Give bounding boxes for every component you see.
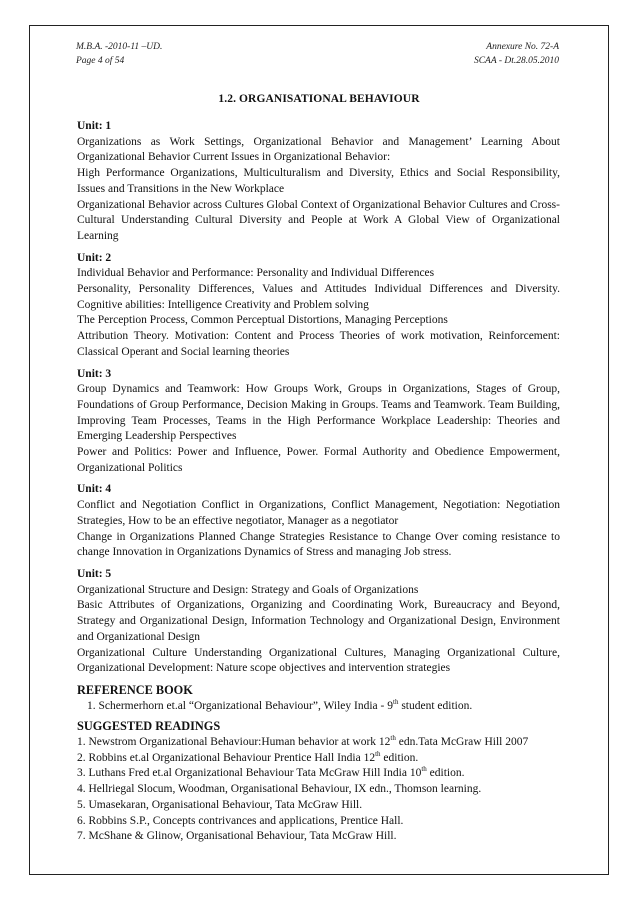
suggested-readings-heading: SUGGESTED READINGS: [77, 719, 221, 734]
reading-text: 1. Newstrom Organizational Behaviour:Human behavior at work 12: [77, 736, 391, 749]
unit-1: [77, 119, 560, 245]
reading-item: [77, 798, 560, 814]
unit-2: [77, 251, 560, 361]
unit-paragraph: Power and Politics: Power and Influence, Power. Formal Authority and Obedience Empowerment, Organizational Politics: [77, 446, 560, 474]
unit-paragraph: High Performance Organizations, Multiculturalism and Diversity, Ethics and Social Responsibility, Issues and Transitions in the New Workplace: [77, 167, 560, 195]
course-code: M.B.A. -2010-11 –UD.: [76, 42, 163, 52]
unit-3: [77, 367, 560, 477]
unit-heading: Unit: 4: [77, 483, 112, 496]
suggested-readings-list: [77, 735, 560, 845]
unit-paragraph: Conflict and Negotiation Conflict in Organizations, Conflict Management, Negotiation: Negotiation Strategies, How to be an effective negotiator, Manager as a negotiator: [77, 499, 560, 527]
reading-item: [77, 814, 560, 830]
unit-4: [77, 482, 560, 561]
document-date: SCAA - Dt.28.05.2010: [473, 56, 559, 66]
unit-heading: Unit: 1: [77, 120, 112, 132]
reading-text-end: edn.Tata McGraw Hill 2007: [395, 736, 529, 749]
reading-text: 5. Umasekaran, Organisational Behaviour, Tata McGraw Hill.: [77, 798, 363, 811]
reading-text: 2. Robbins et.al Organizational Behaviour Prentice Hall India 12: [77, 751, 376, 764]
reading-text-end: edition.: [380, 751, 419, 764]
reference-book-heading: REFERENCE BOOK: [77, 682, 193, 697]
unit-heading: Unit: 3: [77, 367, 112, 380]
reading-text: 3. Luthans Fred et.al Organizational Behaviour Tata McGraw Hill India 10: [77, 767, 422, 780]
reading-superscript: th: [375, 749, 381, 758]
reading-superscript: th: [390, 734, 396, 743]
unit-heading: Unit: 5: [77, 567, 112, 580]
unit-paragraph: Organizational Behavior across Cultures Global Context of Organizational Behavior Cultures and Cross-Cultural Understanding Cultural Diversity and People at Work A Global View of Organizational Learning: [77, 198, 560, 242]
reading-text: 6. Robbins S.P., Concepts contrivances and applications, Prentice Hall.: [77, 814, 404, 827]
reading-superscript: th: [421, 765, 427, 774]
syllabus-body: [77, 119, 560, 845]
unit-5: [77, 567, 560, 677]
reference-book-item: [77, 699, 560, 715]
reading-text: 4. Hellriegal Slocum, Woodman, Organisational Behaviour, IX edn., Thomson learning.: [77, 783, 482, 796]
reading-item: [77, 766, 560, 782]
header-left: [76, 40, 162, 68]
unit-paragraph: The Perception Process, Common Perceptual Distortions, Managing Perceptions: [77, 314, 448, 327]
reading-text: 7. McShane & Glinow, Organisational Behaviour, Tata McGraw Hill.: [77, 830, 397, 843]
unit-paragraph: Organizations as Work Settings, Organizational Behavior and Management’ Learning About Organizational Behavior Current Issues in Organizational Behavior:: [77, 135, 560, 164]
unit-heading: Unit: 2: [77, 251, 112, 264]
unit-paragraph: Organizational Structure and Design: Strategy and Goals of Organizations: [77, 583, 419, 596]
reading-item: [77, 735, 560, 751]
page-number: Page 4 of 54: [76, 56, 125, 66]
unit-paragraph: Individual Behavior and Performance: Personality and Individual Differences: [77, 267, 435, 280]
reading-item: [77, 782, 560, 798]
unit-paragraph: Personality, Personality Differences, Values and Attitudes Individual Differences and Diversity. Cognitive abilities: Intelligence Creativity and Problem solving: [77, 283, 560, 311]
reference-text-end: student edition.: [398, 699, 473, 712]
unit-paragraph: Change in Organizations Planned Change Strategies Resistance to Change Over coming resistance to change Innovation in Organizations Dynamics of Stress and managing Job stress.: [77, 530, 560, 559]
unit-paragraph: Basic Attributes of Organizations, Organizing and Coordinating Work, Bureaucracy and Beyond, Strategy and Organizational Design, Information Technology and Organizational Design, Environment and Organizational Design: [77, 599, 560, 643]
unit-paragraph: Organizational Culture Understanding Organizational Cultures, Managing Organizational Culture, Organizational Development: Nature scope objectives and intervention strategies: [77, 646, 560, 675]
reading-text-end: edition.: [426, 767, 465, 780]
page-title: 1.2. ORGANISATIONAL BEHAVIOUR: [218, 93, 420, 105]
header-right: [474, 40, 559, 68]
reading-item: [77, 751, 560, 767]
reading-item: [77, 829, 560, 845]
annexure-number: Annexure No. 72-A: [486, 42, 559, 52]
reference-superscript: th: [393, 697, 399, 706]
reference-text: 1. Schermerhorn et.al “Organizational Behaviour”, Wiley India - 9: [87, 699, 393, 712]
unit-paragraph: Group Dynamics and Teamwork: How Groups Work, Groups in Organizations, Stages of Group, Foundations of Group Performance, Decision Making in Groups. Teams and Teamwork. Team Building, Improving Team Processes, Teams in the High Performance Workplace Leadership: Theories and Emerging Leadership Perspectives: [77, 383, 560, 443]
unit-paragraph: Attribution Theory. Motivation: Content and Process Theories of work motivation, Reinforcement: Classical Operant and Social learning theories: [77, 330, 560, 358]
